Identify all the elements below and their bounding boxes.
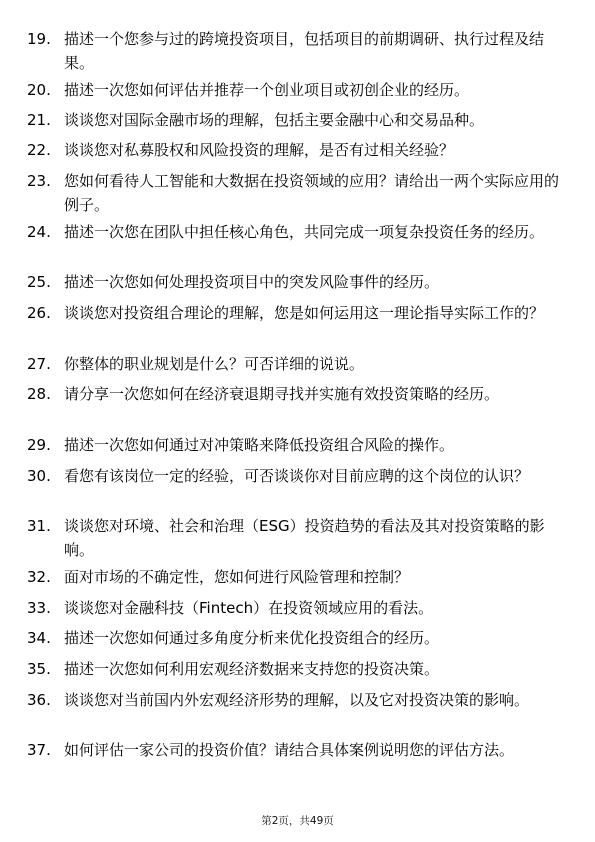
- question-text: 描述一次您如何通过多角度分析来优化投资组合的经历。: [64, 629, 440, 647]
- question-text: 谈谈您对环境、社会和治理（ESG）投资趋势的看法及其对投资策略的影响。: [64, 517, 545, 559]
- question-number: 21.: [27, 111, 51, 129]
- question-number: 23.: [27, 172, 51, 190]
- question-number: 20.: [27, 81, 51, 99]
- question-number: 24.: [27, 223, 51, 241]
- question-text: 谈谈您对当前国内外宏观经济形势的理解，以及它对投资决策的影响。: [64, 691, 530, 709]
- question-text: 描述一次您在团队中担任核心角色，共同完成一项复杂投资任务的经历。: [64, 223, 545, 241]
- question-number: 37.: [27, 741, 51, 759]
- question-text: 您如何看待人工智能和大数据在投资领域的应用？请给出一两个实际应用的例子。: [64, 172, 560, 214]
- page-footer: [0, 814, 595, 828]
- question-text: 谈谈您对金融科技（Fintech）在投资领域应用的看法。: [64, 599, 434, 617]
- question-number: 25.: [27, 273, 51, 291]
- question-number: 26.: [27, 304, 51, 322]
- question-number: 35.: [27, 660, 51, 678]
- question-text: 谈谈您对国际金融市场的理解，包括主要金融中心和交易品种。: [64, 111, 485, 129]
- question-number: 33.: [27, 599, 51, 617]
- question-number: 22.: [27, 141, 51, 159]
- question-text: 描述一次您如何通过对冲策略来降低投资组合风险的操作。: [64, 436, 455, 454]
- question-number: 32.: [27, 568, 51, 586]
- question-text: 描述一次您如何利用宏观经济数据来支持您的投资决策。: [64, 660, 440, 678]
- question-number: 34.: [27, 629, 51, 647]
- question-text: 请分享一次您如何在经济衰退期寻找并实施有效投资策略的经历。: [64, 385, 500, 403]
- question-number: 29.: [27, 436, 51, 454]
- question-number: 30.: [27, 467, 51, 485]
- question-text: 描述一次您如何处理投资项目中的突发风险事件的经历。: [64, 273, 440, 291]
- question-text: 描述一个您参与过的跨境投资项目，包括项目的前期调研、执行过程及结果。: [64, 30, 545, 72]
- page-number-label: 第2页，共49页: [261, 815, 334, 827]
- question-text: 看您有该岗位一定的经验，可否谈谈你对目前应聘的这个岗位的认识？: [64, 467, 530, 485]
- question-number: 31.: [27, 517, 51, 535]
- question-number: 27.: [27, 355, 51, 373]
- question-text: 如何评估一家公司的投资价值？请结合具体案例说明您的评估方法。: [64, 741, 515, 759]
- question-number: 36.: [27, 691, 51, 709]
- question-number: 28.: [27, 385, 51, 403]
- question-text: 谈谈您对私募股权和风险投资的理解，是否有过相关经验？: [64, 141, 455, 159]
- question-text: 你整体的职业规划是什么？可否详细的说说。: [64, 355, 365, 373]
- question-text: 面对市场的不确定性，您如何进行风险管理和控制？: [64, 568, 410, 586]
- question-number: 19.: [27, 30, 51, 48]
- question-text: 描述一次您如何评估并推荐一个创业项目或初创企业的经历。: [64, 81, 470, 99]
- question-text: 谈谈您对投资组合理论的理解，您是如何运用这一理论指导实际工作的？: [64, 304, 545, 322]
